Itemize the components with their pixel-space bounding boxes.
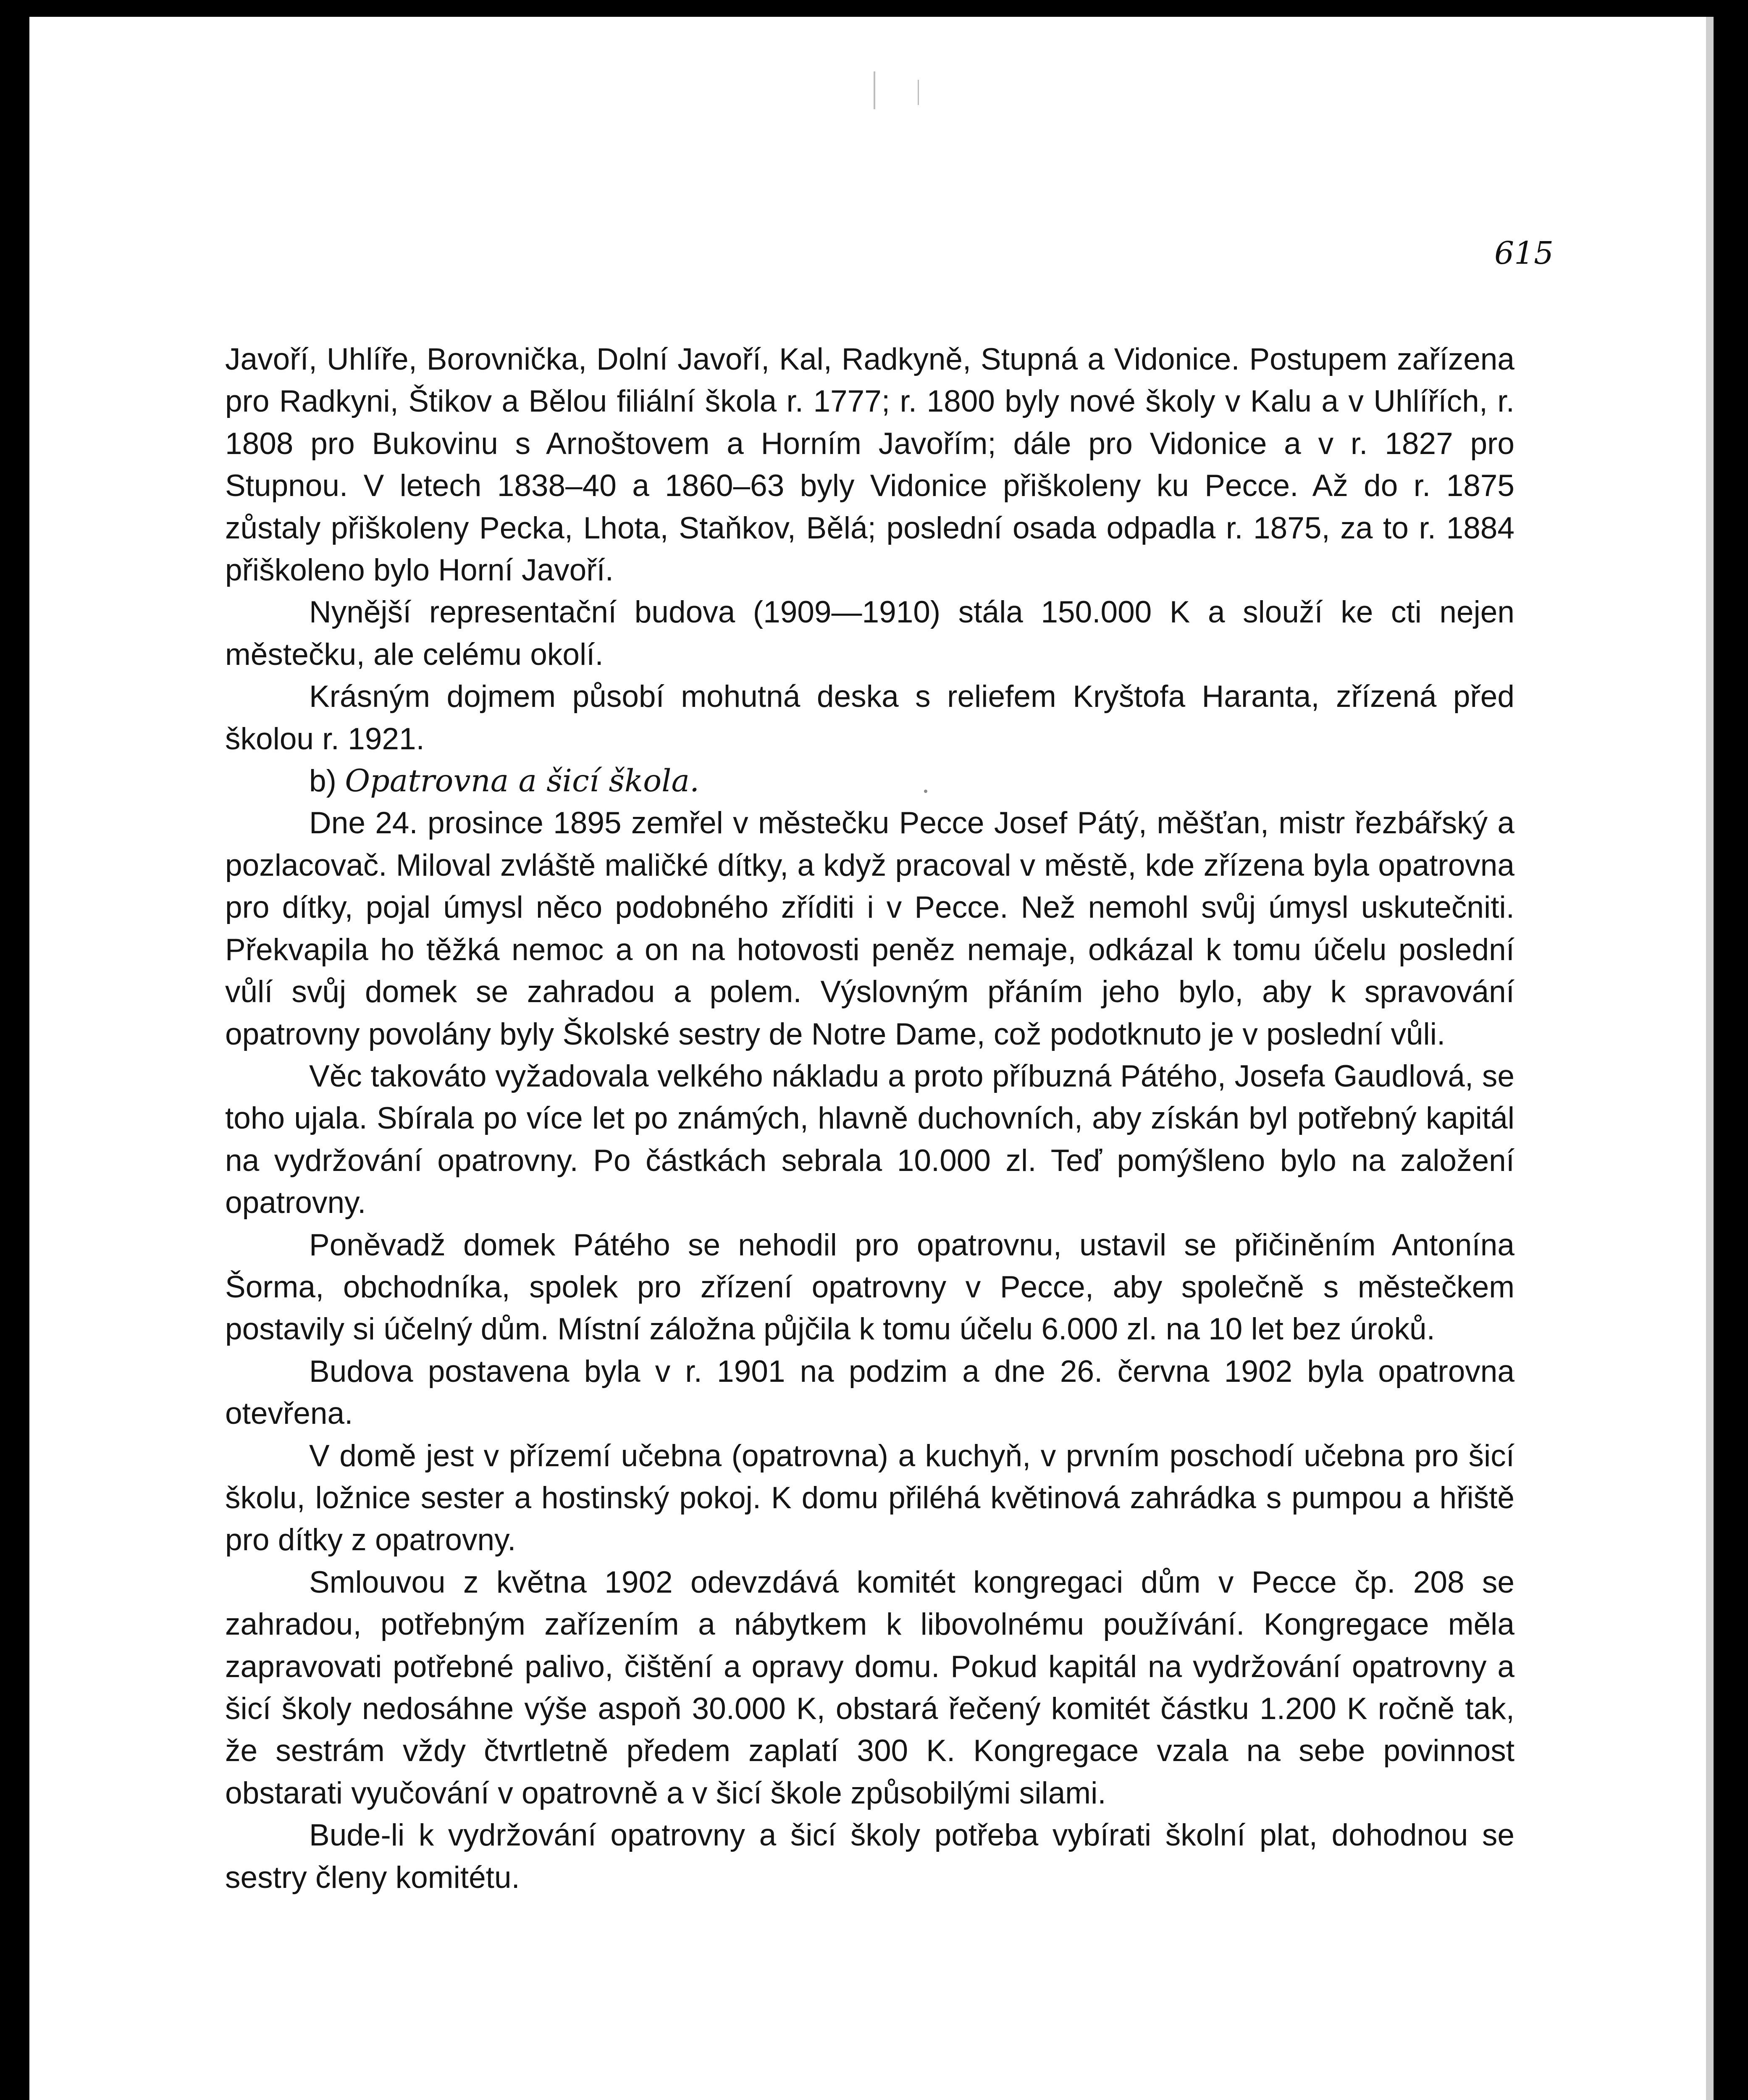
paragraph: Budova postavena byla v r. 1901 na podzim a dne 26. června 1902 byla opatrovna otevřena.	[225, 1354, 1514, 1431]
paragraph: Nynější representační budova (1909—1910) stála 150.000 K a slouží ke cti nejen městečku, ale celému okolí.	[225, 595, 1514, 672]
scan-artifact-mark	[874, 71, 875, 109]
section-heading	[225, 760, 1514, 802]
scanned-page	[29, 17, 1714, 2100]
scan-speck	[924, 790, 927, 793]
scan-artifact-mark	[918, 80, 919, 105]
paragraph: V domě jest v přízemí učebna (opatrovna) a kuchyň, v prvním poschodí učebna pro šicí školu, ložnice sester a hostinský pokoj. K domu přiléhá květinová zahrádka s pumpou a hřiště pro dítky z opatrovny.	[225, 1438, 1514, 1557]
section-title: Opatrovna a šicí škola.	[345, 763, 700, 799]
section-label: b)	[309, 764, 336, 798]
paragraph: Věc takováto vyžadovala velkého nákladu a proto příbuzná Pátého, Josefa Gaudlová, se toho ujala. Sbírala po více let po známých, hlavně duchovních, aby získán byl potřebný kapitál na vydržování opatrovny. Po částkách sebrala 10.000 zl. Teď pomýšleno bylo na založení opatrovny.	[225, 1059, 1514, 1220]
page-number: 615	[1494, 235, 1554, 271]
paragraph: Bude-li k vydržování opatrovny a šicí školy potřeba vybírati školní plat, dohodnou se sestry členy komitétu.	[225, 1818, 1514, 1895]
paragraph: Dne 24. prosince 1895 zemřel v městečku Pecce Josef Pátý, měšťan, mistr řezbářský a pozlacovač. Miloval zvláště maličké dítky, a když pracoval v městě, kde zřízena byla opatrovna pro dítky, pojal úmysl něco podobného zříditi i v Pecce. Než nemohl svůj úmysl uskutečniti. Překvapila ho těžká nemoc a on na hotovosti peněz nemaje, odkázal k tomu účelu poslední vůlí svůj domek se zahradou a polem. Výslovným přáním jeho bylo, aby k spravování opatrovny povolány byly Školské sestry de Notre Dame, což podotknuto je v poslední vůli.	[225, 806, 1514, 1051]
paragraph: Smlouvou z května 1902 odevzdává komitét kongregaci dům v Pecce čp. 208 se zahradou, potřebným zařízením a nábytkem k libovolnému používání. Kongregace měla zapravovati potřebné palivo, čištění a opravy domu. Pokud kapitál na vydržování opatrovny a šicí školy nedosáhne výše aspoň 30.000 K, obstará řečený komitét částku 1.200 K ročně tak, že sestrám vždy čtvrtletně předem zaplatí 300 K. Kongregace vzala na sebe povinnost obstarati vyučování v opatrovně a v šicí škole způsobilými silami.	[225, 1565, 1514, 1810]
paragraph: Javoří, Uhlíře, Borovnička, Dolní Javoří, Kal, Radkyně, Stupná a Vidonice. Postupem zařízena pro Radkyni, Štikov a Bělou filiální škola r. 1777; r. 1800 byly nové školy v Kalu a v Uhlířích, r. 1808 pro Bukovinu s Arnoštovem a Horním Javořím; dále pro Vidonice a v r. 1827 pro Stupnou. V letech 1838–40 a 1860–63 byly Vidonice přiškoleny ku Pecce. Až do r. 1875 zůstaly přiškoleny Pecka, Lhota, Staňkov, Bělá; poslední osada odpadla r. 1875, za to r. 1884 přiškoleno bylo Horní Javoří.	[225, 342, 1514, 588]
paragraph: Krásným dojmem působí mohutná deska s reliefem Kryštofa Haranta, zřízená před školou r. 1921.	[225, 680, 1514, 756]
paragraph: Poněvadž domek Pátého se nehodil pro opatrovnu, ustavil se přičiněním Antonína Šorma, obchodníka, spolek pro zřízení opatrovny v Pecce, aby společně s městečkem postavily si účelný dům. Místní záložna půjčila k tomu účelu 6.000 zl. na 10 let bez úroků.	[225, 1228, 1514, 1347]
body-text	[225, 339, 1514, 1899]
